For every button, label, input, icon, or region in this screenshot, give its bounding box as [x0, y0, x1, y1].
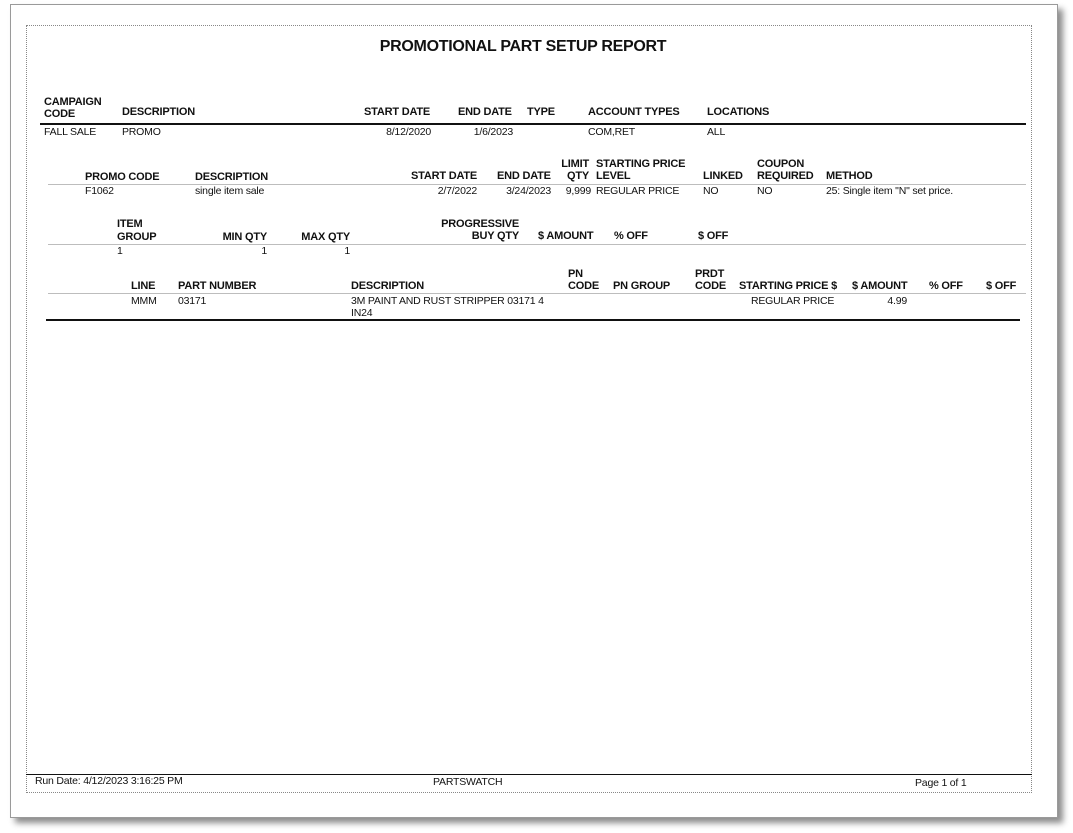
campaign-account-types: COM,RET — [588, 126, 636, 138]
header-promo-description: DESCRIPTION — [195, 171, 268, 183]
header-pn-group: PN GROUP — [613, 280, 671, 292]
part-description-line-2: IN24 — [351, 307, 373, 319]
promo-start-date: 2/7/2022 — [437, 185, 477, 197]
header-item-group-1: ITEM — [117, 218, 143, 230]
header-campaign-code-2: CODE — [44, 108, 75, 120]
header-progressive-1: PROGRESSIVE — [441, 218, 519, 230]
header-progressive-2: BUY QTY — [471, 230, 519, 242]
header-item-group-2: GROUP — [117, 231, 157, 243]
group-max-qty: 1 — [344, 245, 350, 257]
part-description-line-1: 3M PAINT AND RUST STRIPPER 03171 4 — [351, 295, 544, 307]
promo-limit-qty: 9,999 — [565, 185, 591, 197]
promo-code: F1062 — [85, 185, 114, 197]
header-max-qty: MAX QTY — [301, 231, 350, 243]
header-promo-start-date: START DATE — [411, 170, 478, 182]
header-promo-code: PROMO CODE — [85, 171, 160, 183]
header-account-types: ACCOUNT TYPES — [588, 106, 680, 118]
promo-linked: NO — [703, 185, 719, 197]
group-min-qty: 1 — [261, 245, 267, 257]
header-part-amount: $ AMOUNT — [852, 280, 908, 292]
promo-price-level: REGULAR PRICE — [596, 185, 680, 197]
report-title: PROMOTIONAL PART SETUP REPORT — [379, 38, 667, 55]
header-campaign-end-date: END DATE — [458, 106, 512, 118]
header-campaign-description: DESCRIPTION — [122, 106, 195, 118]
promo-method: 25: Single item "N" set price. — [826, 185, 953, 197]
campaign-description: PROMO — [122, 126, 161, 138]
part-number: 03171 — [178, 295, 207, 307]
header-starting-price: STARTING PRICE $ — [739, 280, 838, 292]
header-campaign-code-1: CAMPAIGN — [44, 96, 102, 108]
header-limit-1: LIMIT — [561, 158, 589, 170]
part-amount: 4.99 — [887, 295, 907, 307]
header-coupon-2: REQUIRED — [757, 170, 814, 182]
header-group-pct-off: % OFF — [614, 230, 648, 242]
parts-end-rule — [46, 319, 1020, 321]
footer-company: PARTSWATCH — [433, 776, 503, 788]
print-margin-guide — [26, 25, 1032, 793]
header-part-dollar-off: $ OFF — [986, 280, 1017, 292]
header-method: METHOD — [826, 170, 873, 182]
group-header-rule — [48, 244, 1026, 245]
report-page — [10, 4, 1058, 818]
campaign-code: FALL SALE — [44, 126, 97, 138]
header-part-number: PART NUMBER — [178, 280, 257, 292]
header-locations: LOCATIONS — [707, 106, 770, 118]
header-min-qty: MIN QTY — [222, 231, 267, 243]
campaign-end-date: 1/6/2023 — [473, 126, 513, 138]
header-coupon-1: COUPON — [757, 158, 805, 170]
header-limit-2: QTY — [566, 170, 589, 182]
campaign-start-date: 8/12/2020 — [386, 126, 431, 138]
promo-description: single item sale — [195, 185, 265, 197]
parts-header-rule — [48, 293, 1026, 294]
header-linked: LINKED — [703, 170, 743, 182]
header-pn-code-1: PN — [568, 268, 583, 280]
header-promo-end-date: END DATE — [497, 170, 551, 182]
part-line: MMM — [131, 295, 157, 307]
footer-page-number: Page 1 of 1 — [915, 777, 967, 789]
header-starting-price-2: LEVEL — [596, 170, 631, 182]
header-part-pct-off: % OFF — [929, 280, 963, 292]
header-group-amount: $ AMOUNT — [538, 230, 594, 242]
header-part-description: DESCRIPTION — [351, 280, 424, 292]
footer-run-date: Run Date: 4/12/2023 3:16:25 PM — [35, 775, 183, 787]
header-starting-price-1: STARTING PRICE — [596, 158, 686, 170]
campaign-header-rule — [40, 123, 1026, 125]
part-starting-price: REGULAR PRICE — [751, 295, 835, 307]
header-prdt-code-2: CODE — [695, 280, 726, 292]
promo-end-date: 3/24/2023 — [506, 185, 551, 197]
header-group-dollar-off: $ OFF — [698, 230, 729, 242]
campaign-locations: ALL — [707, 126, 726, 138]
header-campaign-start-date: START DATE — [364, 106, 431, 118]
group-value: 1 — [117, 245, 123, 257]
header-prdt-code-1: PRDT — [695, 268, 725, 280]
header-line: LINE — [131, 280, 156, 292]
header-campaign-type: TYPE — [527, 106, 555, 118]
header-pn-code-2: CODE — [568, 280, 599, 292]
promo-coupon-required: NO — [757, 185, 773, 197]
